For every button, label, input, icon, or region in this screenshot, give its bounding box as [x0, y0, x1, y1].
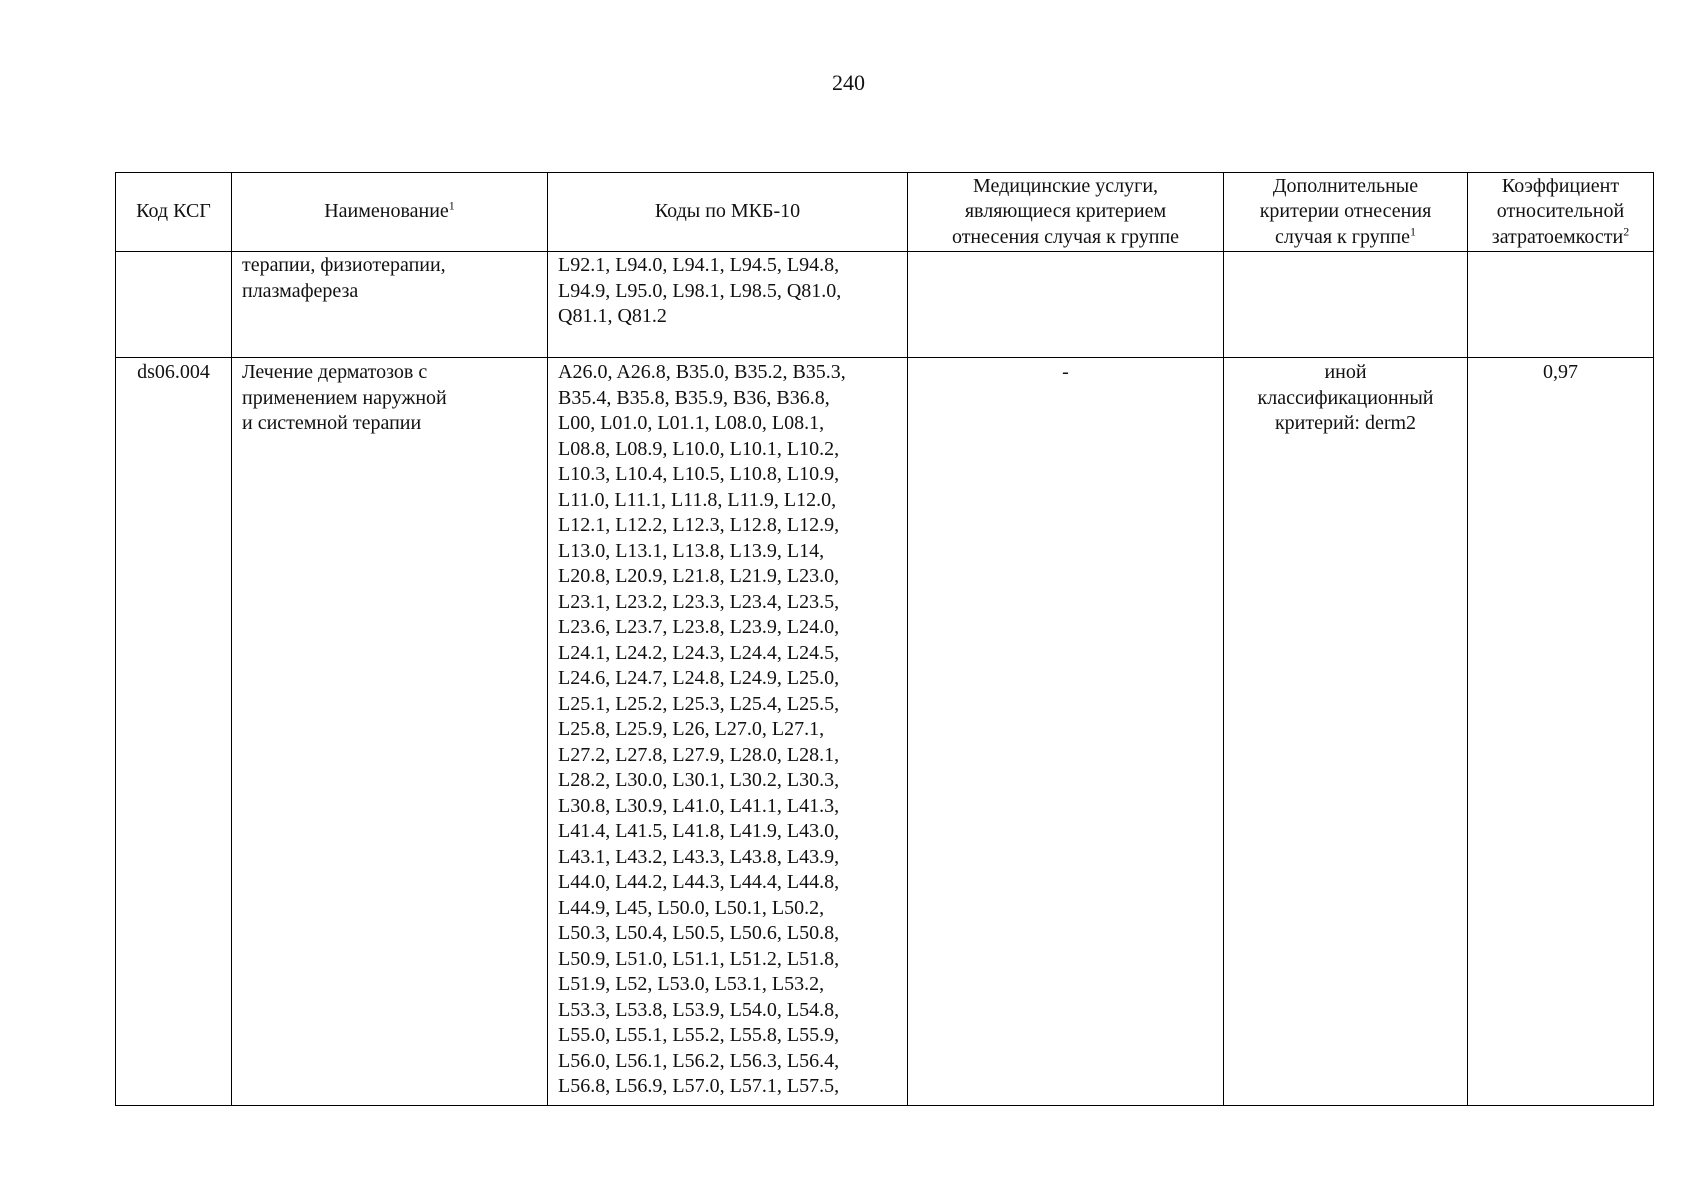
ksg-code-cell: ds06.004 — [116, 358, 232, 1106]
mkb-codes-cell: A26.0, A26.8, B35.0, B35.2, B35.3, B35.4, B35.8, B35.9, B36, B36.8, L00, L01.0, L01.1, L08.0, L08.1, L08.8, L08.9, L10.0, L10.1, L10.2, L10.3, L10.4, L10.5, L10.8, L10.9, L11.0, L11.1, L11.8, L11.9, L12.0, L12.1, L12.2, L12.3, L12.8, L12.9, L13.0, L13.1, L13.8, L13.9, L14, L20.8, L20.9, L21.8, L21.9, L23.0, L23.1, L23.2, L23.3, L23.4, L23.5, L23.6, L23.7, L23.8, L23.9, L24.0, L24.1, L24.2, L24.3, L24.4, L24.5, L24.6, L24.7, L24.8, L24.9, L25.0, L25.1, L25.2, L25.3, L25.4, L25.5, L25.8, L25.9, L26, L27.0, L27.1, L27.2, L27.8, L27.9, L28.0, L28.1, L28.2, L30.0, L30.1, L30.2, L30.3, L30.8, L30.9, L41.0, L41.1, L41.3, L41.4, L41.5, L41.8, L41.9, L43.0, L43.1, L43.2, L43.3, L43.8, L43.9, L44.0, L44.2, L44.3, L44.4, L44.8, L44.9, L45, L50.0, L50.1, L50.2, L50.3, L50.4, L50.5, L50.6, L50.8, L50.9, L51.0, L51.1, L51.2, L51.8, L51.9, L52, L53.0, L53.1, L53.2, L53.3, L53.8, L53.9, L54.0, L54.8, L55.0, L55.1, L55.2, L55.8, L55.9, L56.0, L56.1, L56.2, L56.3, L56.4, L56.8, L56.9, L57.0, L57.1, L57.5, — [548, 358, 908, 1106]
table-row — [116, 252, 1654, 358]
header-name: Наименование$^1$ — [232, 173, 548, 252]
header-medical-services: Медицинские услуги, являющиеся критерием отнесения случая к группе — [908, 173, 1224, 252]
header-code: Код КСГ — [116, 173, 232, 252]
footnote-mark: 1 — [448, 198, 455, 213]
footnote-mark: 2 — [1623, 224, 1630, 239]
table-row — [116, 358, 1654, 1106]
mkb-codes-cell: L92.1, L94.0, L94.1, L94.5, L94.8, L94.9, L95.0, L98.1, L98.5, Q81.0, Q81.1, Q81.2 — [548, 252, 908, 358]
name-cell: терапии, физиотерапии, плазмафереза — [232, 252, 548, 358]
ksg-code-cell — [116, 252, 232, 358]
header-cost-coefficient: Коэффициент относительной затратоемкости$^2$ — [1468, 173, 1654, 252]
cost-coefficient-cell: 0,97 — [1468, 358, 1654, 1106]
footnote-mark: 1 — [1409, 224, 1416, 239]
additional-criteria-cell: иной классификационный критерий: derm2 — [1224, 358, 1468, 1106]
header-row — [116, 173, 1654, 252]
page-number: 240 — [832, 70, 865, 95]
medical-services-cell — [908, 252, 1224, 358]
cost-coefficient-cell — [1468, 252, 1654, 358]
ksg-table — [115, 172, 1654, 1106]
additional-criteria-cell — [1224, 252, 1468, 358]
medical-services-cell: - — [908, 358, 1224, 1106]
name-cell: Лечение дерматозов с применением наружной и системной терапии — [232, 358, 548, 1106]
header-additional-criteria: Дополнительные критерии отнесения случая к группе$^1$ — [1224, 173, 1468, 252]
header-mkb-codes: Коды по МКБ-10 — [548, 173, 908, 252]
